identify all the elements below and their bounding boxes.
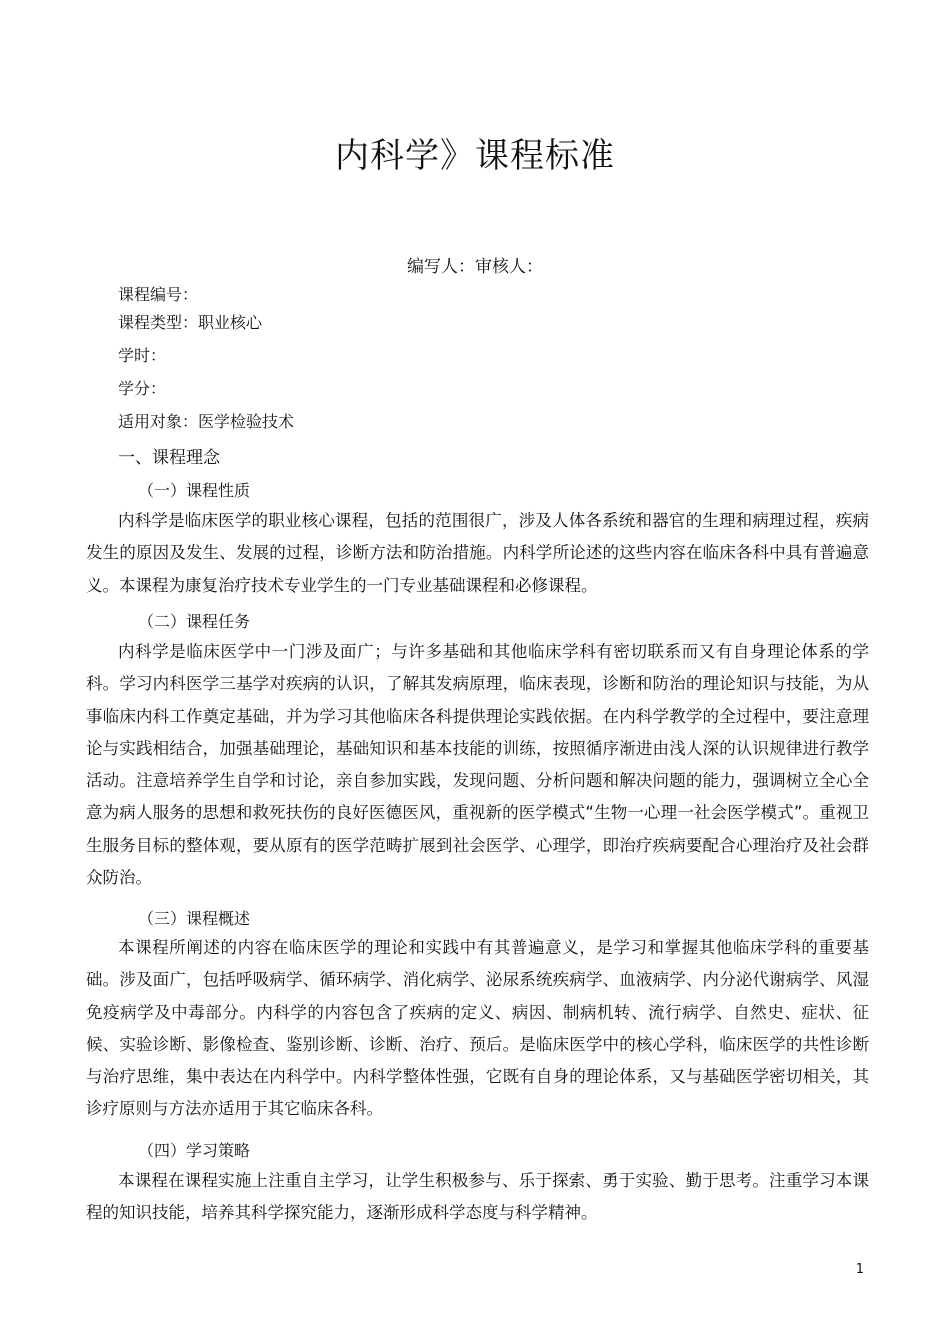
subsection-heading-nature: （一）课程性质 [138, 481, 251, 500]
course-credits: 学分： [118, 379, 167, 398]
paragraph-overview: 本课程所阐述的内容在临床医学的理论和实践中有其普遍意义，是学习和掌握其他临床学科的重要基础。涉及面广，包括呼吸病学、循环病学、消化病学、泌尿系统疾病学、血液病学、内分泌代谢病学、风湿免疫病学及中毒部分。内科学的内容包含了疾病的定义、病因、制病机转、流行病学、自然史、症状、征候、实验诊断、影像检查、鉴别诊断、诊断、治疗、预后。是临床医学中的核心学科，临床医学的共性诊断与治疗思维，集中表达在内科学中。内科学整体性强，它既有自身的理论体系，又与基础医学密切相关，其诊疗原则与方法亦适用于其它临床各科。 [86, 938, 869, 1119]
paragraph-strategy: 本课程在课程实施上注重自主学习，让学生积极参与、乐于探索、勇于实验、勤于思考。注重学习本课程的知识技能，培养其科学探究能力，逐渐形成科学态度与科学精神。 [86, 1171, 869, 1223]
section-heading: 一、课程理念 [118, 448, 220, 468]
paragraph-tasks: 内科学是临床医学中一门涉及面广；与许多基础和其他临床学科有密切联系而又有自身理论体系的学科。学习内科医学三基学对疾病的认识，了解其发病原理，临床表现，诊断和防治的理论知识与技能，为从事临床内科工作奠定基础，并为学习其他临床各科提供理论实践依据。在内科学教学的全过程中，要注意理论与实践相结合，加强基础理论，基础知识和基本技能的训练，按照循序渐进由浅人深的认识规律进行教学活动。注意培养学生自学和讨论，亲自参加实践，发现问题、分析问题和解决问题的能力，强调树立全心全意为病人服务的思想和救死扶伤的良好医德医风，重视新的医学模式“生物一心理一社会医学模式”。重视卫生服务目标的整体观，要从原有的医学范畴扩展到社会医学、心理学，即治疗疾病要配合心理治疗及社会群众防治。 [86, 642, 869, 888]
subsection-heading-tasks: （二）课程任务 [138, 612, 251, 631]
authors-line: 编写人：审核人： [407, 257, 543, 277]
paragraph-nature: 内科学是临床医学的职业核心课程，包括的范围很广，涉及人体各系统和器官的生理和病理过程，疾病发生的原因及发生、发展的过程，诊断方法和防治措施。内科学所论述的这些内容在临床各科中具有普遍意义。本课程为康复治疗技术专业学生的一门专业基础课程和必修课程。 [86, 511, 869, 595]
course-code: 课程编号： [118, 285, 199, 304]
page-number: 1 [855, 1262, 864, 1277]
course-audience: 适用对象：医学检验技术 [118, 412, 295, 431]
course-type: 课程类型：职业核心 [118, 313, 263, 332]
document-title: 内科学》课程标准 [335, 136, 615, 176]
subsection-heading-strategy: （四）学习策略 [138, 1141, 251, 1160]
course-hours: 学时： [118, 346, 167, 365]
subsection-heading-overview: （三）课程概述 [138, 909, 251, 928]
